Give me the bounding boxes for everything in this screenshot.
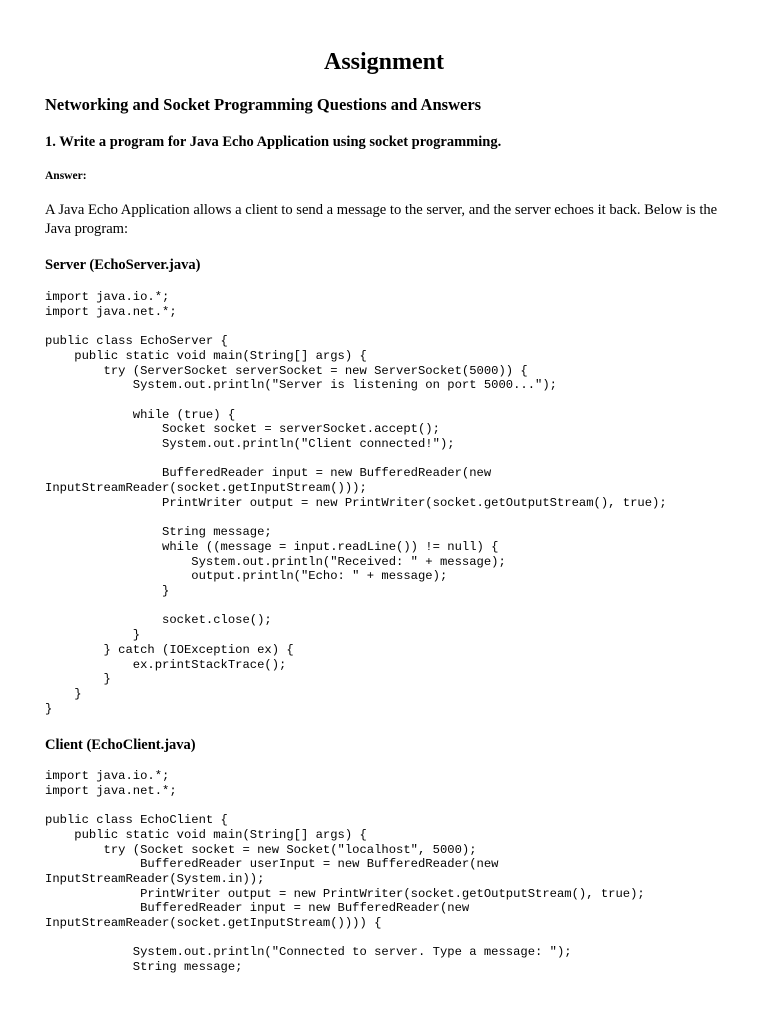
document-subtitle: Networking and Socket Programming Questions and Answers: [45, 95, 482, 114]
question-heading: 1. Write a program for Java Echo Application using socket programming.: [45, 134, 502, 150]
intro-paragraph: A Java Echo Application allows a client to send a message to the server, and the server echoes it back. Below is the Java program:: [45, 202, 718, 237]
server-section-heading: Server (EchoServer.java): [45, 257, 201, 273]
server-code-block: import java.io.*; import java.net.*; public class EchoServer { public static void main(String[] args) { try (ServerSocket serverSocket = new ServerSocket(5000)) { System.out.println("Server is listening on port 5000..."); while (true) { Socket socket = serverSocket.accept(); System.out.println("Client connected!"); BufferedReader input = new BufferedReader(new InputStreamReader(socket.getInputStream())); PrintWriter output = new PrintWriter(socket.getOutputStream(), true); String message; while ((message = input.readLine()) != null) { System.out.println("Received: " + message); output.println("Echo: " + message); } socket.close(); } } catch (IOException ex) { ex.printStackTrace(); } } }: [45, 290, 667, 716]
client-code-block: import java.io.*; import java.net.*; public class EchoClient { public static void main(String[] args) { try (Socket socket = new Socket("localhost", 5000); BufferedReader userInput = new BufferedReader(new InputStreamReader(System.in)); PrintWriter output = new PrintWriter(socket.getOutputStream(), true); BufferedReader input = new BufferedReader(new InputStreamReader(socket.getInputStream()))) { System.out.println("Connected to server. Type a message: "); String message;: [45, 769, 645, 975]
answer-label: Answer:: [45, 170, 87, 182]
client-section-heading: Client (EchoClient.java): [45, 737, 196, 753]
document-title: Assignment: [323, 49, 444, 75]
